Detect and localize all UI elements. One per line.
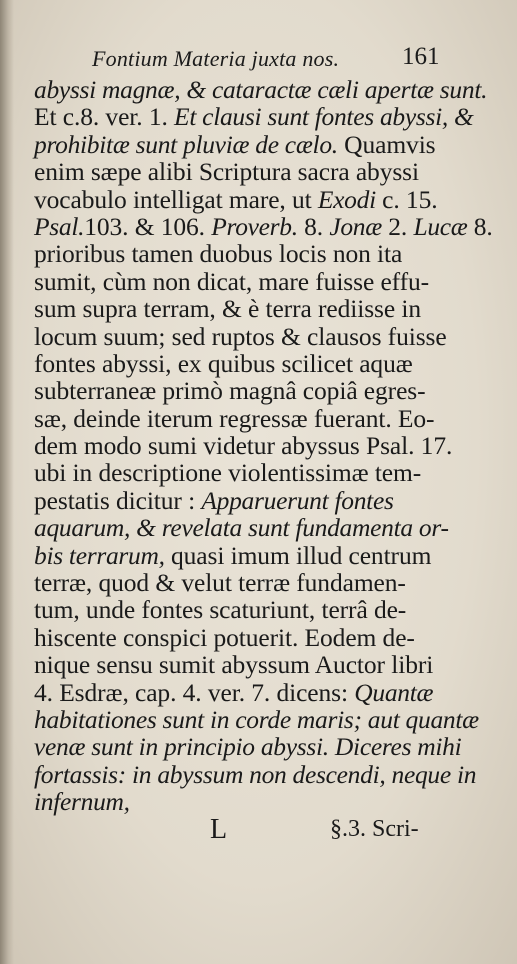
italic-text-run: Apparuerunt fontes bbox=[201, 485, 394, 515]
text-line bbox=[34, 651, 504, 678]
text-line bbox=[34, 76, 504, 103]
italic-text-run: Quantæ bbox=[354, 677, 434, 707]
roman-text-run: dem modo sumi videtur abyssus Psal. 17. bbox=[34, 431, 453, 461]
italic-text-run: infernum, bbox=[34, 787, 130, 817]
roman-text-run: prioribus tamen duobus locis non ita bbox=[34, 239, 403, 269]
italic-text-run: aquarum, & revelata sunt fundamenta or- bbox=[34, 513, 449, 543]
roman-text-run: nique sensu sumit abyssum Auctor libri bbox=[34, 650, 434, 680]
roman-text-run: ubi in descriptione violentissimæ tem- bbox=[34, 458, 422, 488]
text-line bbox=[34, 569, 504, 596]
italic-text-run: Exodi bbox=[317, 184, 376, 214]
italic-text-run: Proverb. bbox=[211, 211, 298, 241]
roman-text-run: fontes abyssi, ex quibus scilicet aquæ bbox=[34, 348, 413, 378]
roman-text-run: 4. Esdræ, cap. 4. ver. 7. dicens: bbox=[34, 677, 355, 707]
signature-mark: L bbox=[210, 814, 228, 845]
roman-text-run: 8. bbox=[297, 211, 330, 241]
text-line bbox=[34, 761, 504, 788]
text-line bbox=[34, 624, 504, 651]
text-line bbox=[34, 487, 504, 514]
text-line bbox=[34, 186, 504, 213]
roman-text-run: tum, unde fontes scaturiunt, terrâ de- bbox=[34, 595, 407, 625]
text-line bbox=[34, 295, 504, 322]
text-line bbox=[34, 542, 504, 569]
catchword: §.3. Scri- bbox=[330, 816, 419, 842]
text-line bbox=[34, 103, 504, 130]
roman-text-run: Quamvis bbox=[337, 129, 436, 159]
roman-text-run: sæ, deinde iterum regressæ fuerant. Eo- bbox=[34, 403, 435, 433]
roman-text-run: enim sæpe alibi Scriptura sacra abyssi bbox=[34, 157, 419, 187]
page-footer bbox=[0, 812, 517, 848]
text-line bbox=[34, 596, 504, 623]
roman-text-run: subterraneæ primò magnâ copiâ egres- bbox=[34, 376, 426, 406]
roman-text-run: Et c.8. ver. 1. bbox=[34, 102, 175, 132]
text-line bbox=[34, 350, 504, 377]
italic-text-run: abyssi magnæ, & cataractæ cæli apertæ sunt. bbox=[34, 75, 488, 104]
roman-text-run: 8. bbox=[467, 211, 493, 241]
roman-text-run: hiscente conspici potuerit. Eodem de- bbox=[34, 622, 415, 652]
text-line bbox=[34, 323, 504, 350]
text-line bbox=[34, 405, 504, 432]
running-head bbox=[0, 38, 517, 74]
text-line bbox=[34, 679, 504, 706]
roman-text-run: 2. bbox=[381, 211, 414, 241]
roman-text-run: sumit, cùm non dicat, mare fuisse effu- bbox=[34, 266, 430, 296]
italic-text-run: prohibitæ sunt pluviæ de cælo. bbox=[34, 129, 338, 159]
italic-text-run: habitationes sunt in corde maris; aut quantæ bbox=[34, 704, 479, 734]
roman-text-run: quasi imum illud centrum bbox=[164, 540, 432, 570]
running-title: Fontium Materia juxta nos. bbox=[92, 46, 340, 71]
italic-text-run: Et clausi sunt fontes abyssi, & bbox=[174, 102, 474, 132]
roman-text-run: 103. & 106. bbox=[84, 211, 212, 241]
roman-text-run: c. 15. bbox=[375, 184, 438, 214]
page-number: 161 bbox=[402, 43, 440, 70]
roman-text-run: sum supra terram, & è terra rediisse in bbox=[34, 294, 421, 324]
text-line bbox=[34, 514, 504, 541]
text-line bbox=[34, 131, 504, 158]
italic-text-run: Psal. bbox=[34, 211, 85, 241]
text-line bbox=[34, 158, 504, 185]
roman-text-run: vocabulo intelligat mare, ut bbox=[34, 184, 318, 214]
roman-text-run: pestatis dicitur : bbox=[34, 485, 202, 515]
italic-text-run: bis terrarum, bbox=[34, 540, 165, 570]
italic-text-run: fortassis: in abyssum non descendi, neque in bbox=[34, 759, 477, 789]
text-line bbox=[34, 432, 504, 459]
roman-text-run: locum suum; sed ruptos & clausos fuisse bbox=[34, 321, 447, 351]
text-line bbox=[34, 459, 504, 486]
roman-text-run: terræ, quod & velut terræ fundamen- bbox=[34, 568, 406, 598]
italic-text-run: venæ sunt in principio abyssi. Diceres mihi bbox=[34, 732, 462, 762]
body-text bbox=[34, 76, 504, 816]
text-line bbox=[34, 706, 504, 733]
text-line bbox=[34, 213, 504, 240]
text-line bbox=[34, 240, 504, 267]
text-line bbox=[34, 733, 504, 760]
text-line bbox=[34, 268, 504, 295]
text-line bbox=[34, 377, 504, 404]
italic-text-run: Jonæ bbox=[329, 211, 382, 241]
italic-text-run: Lucæ bbox=[413, 211, 468, 241]
